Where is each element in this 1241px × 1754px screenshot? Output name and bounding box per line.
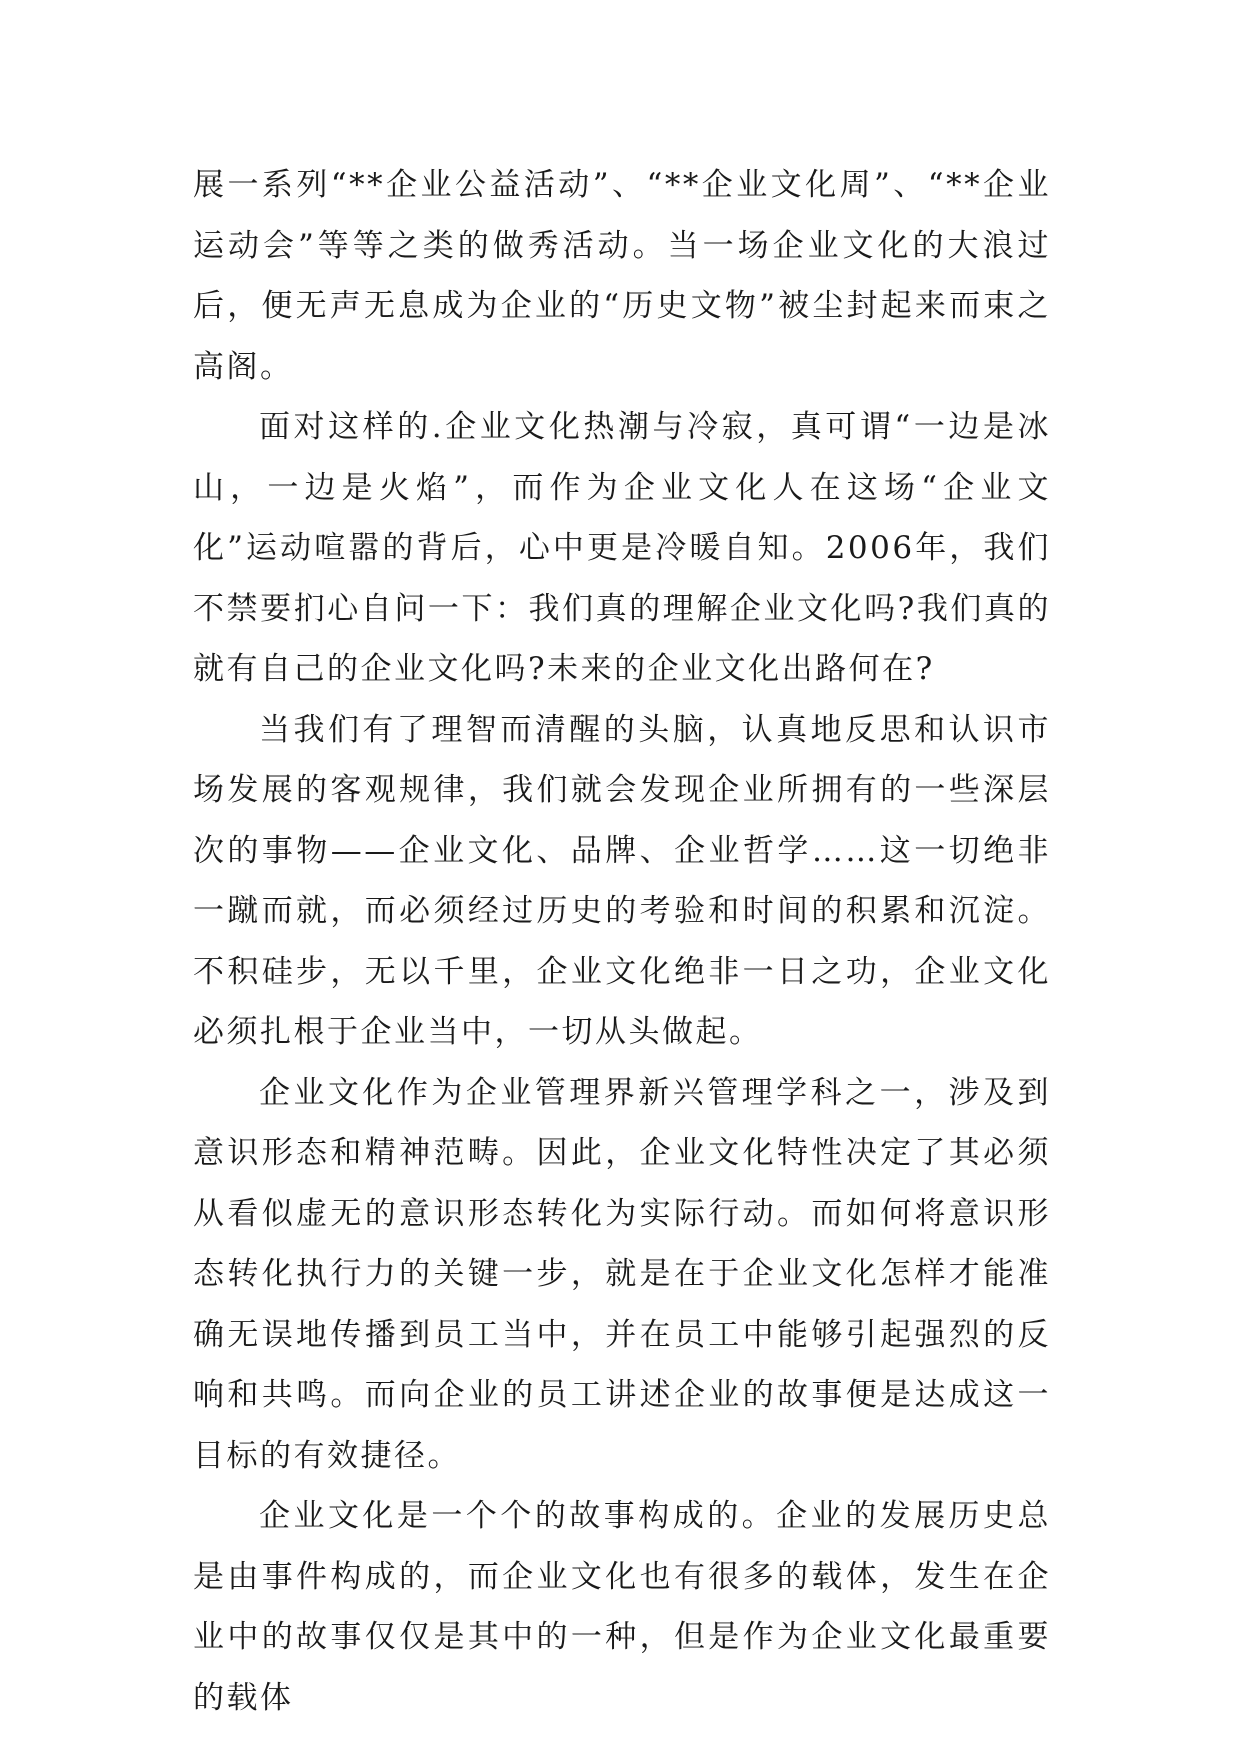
paragraph-5: 企业文化是一个个的故事构成的。企业的发展历史总是由事件构成的，而企业文化也有很多的载体，发生在企业中的故事仅仅是其中的一种，但是作为企业文化最重要的载体 [193,1498,1051,1716]
paragraph-3: 当我们有了理智而清醒的头脑，认真地反思和认识市场发展的客观规律，我们就会发现企业所拥有的一些深层次的事物——企业文化、品牌、企业哲学……这一切绝非一蹴而就，而必须经过历史的考验和时间的积累和沉淀。不积硅步，无以千里，企业文化绝非一日之功，企业文化必须扎根于企业当中，一切从头做起。 [193,711,1051,1050]
paragraph-4: 企业文化作为企业管理界新兴管理学科之一，涉及到意识形态和精神范畴。因此，企业文化特性决定了其必须从看似虚无的意识形态转化为实际行动。而如何将意识形态转化执行力的关键一步，就是在于企业文化怎样才能准确无误地传播到员工当中，并在员工中能够引起强烈的反响和共鸣。而向企业的员工讲述企业的故事便是达成这一目标的有效捷径。 [193,1074,1051,1474]
paragraph-1: 展一系列“**企业公益活动”、“**企业文化周”、“**企业运动会”等等之类的做秀活动。当一场企业文化的大浪过后，便无声无息成为企业的“历史文物”被尘封起来而束之高阁。 [193,167,1051,385]
paragraph-2: 面对这样的.企业文化热潮与冷寂，真可谓“一边是冰山，一边是火焰”，而作为企业文化人在这场“企业文化”运动喧嚣的背后，心中更是冷暖自知。2006年，我们不禁要扪心自问一下：我们真的理解企业文化吗?我们真的就有自己的企业文化吗?未来的企业文化出路何在? [193,409,1051,687]
document-page [193,155,1051,1728]
